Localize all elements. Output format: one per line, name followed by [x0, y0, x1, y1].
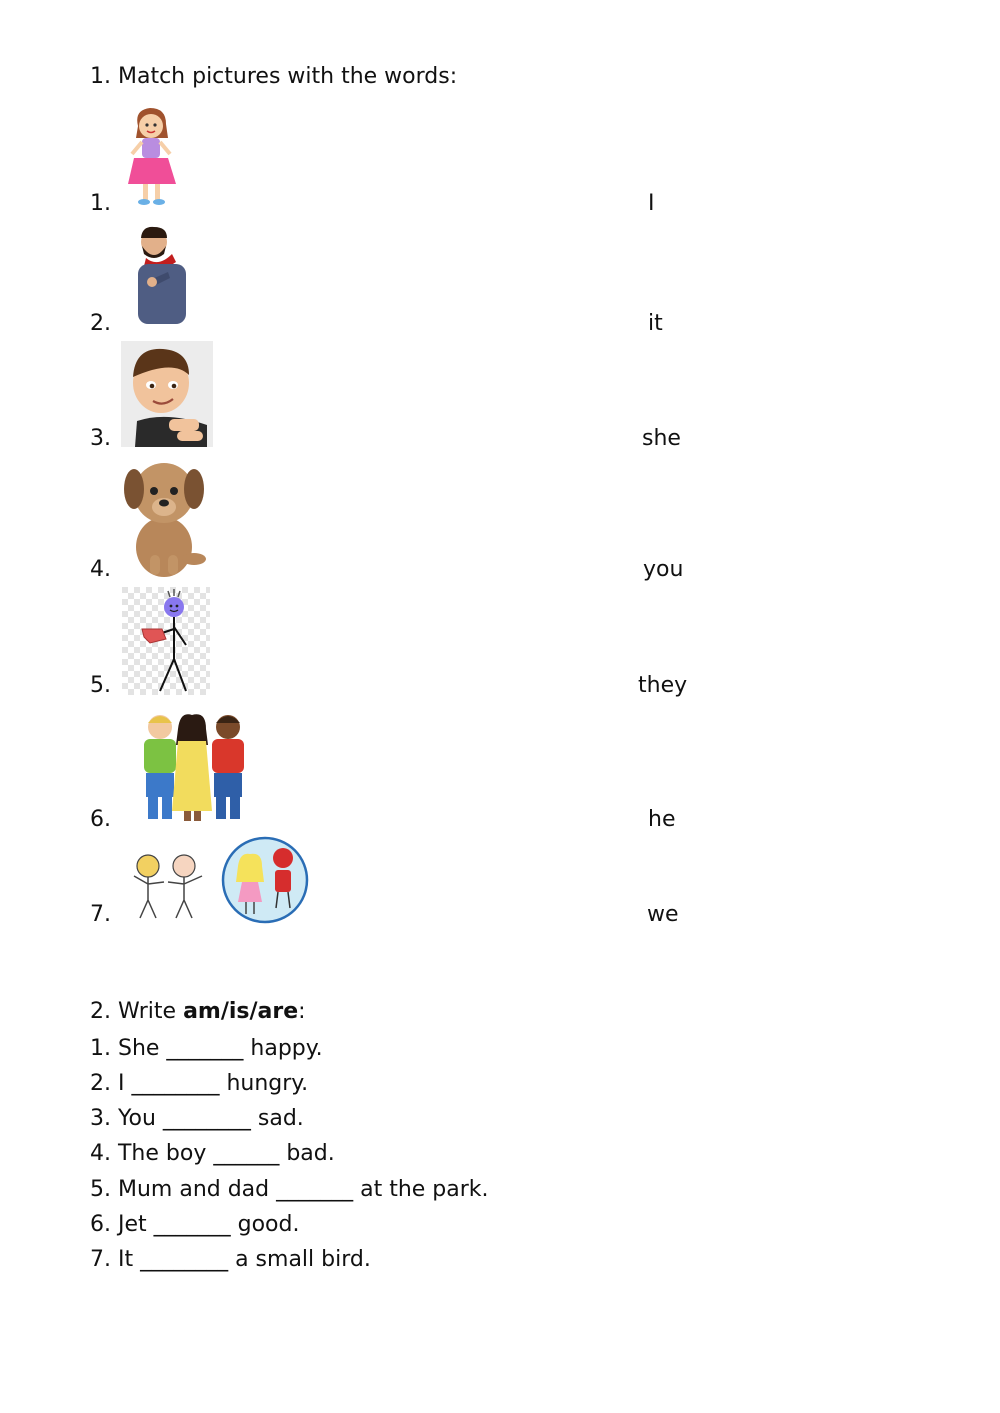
exercise-2-heading-suffix: :: [298, 999, 306, 1024]
exercise-2-heading-bold: am/is/are: [183, 999, 299, 1024]
row-3-word[interactable]: she: [642, 426, 681, 451]
row-4-number: 4.: [90, 557, 111, 582]
dog-picture[interactable]: [120, 455, 210, 579]
row-4-word[interactable]: you: [643, 557, 684, 582]
row-6-number: 6.: [90, 807, 111, 832]
group-of-kids-picture[interactable]: [136, 711, 248, 825]
row-5-number: 5.: [90, 673, 111, 698]
exercise-2-heading-prefix: 2. Write: [90, 999, 184, 1024]
sentence-7[interactable]: 7. It ________ a small bird.: [90, 1247, 371, 1272]
row-6-word[interactable]: he: [648, 807, 676, 832]
row-2-word[interactable]: it: [648, 311, 663, 336]
boy-self-picture[interactable]: [121, 341, 213, 447]
stick-figure-pointing-picture[interactable]: [122, 587, 210, 695]
row-7-number: 7.: [90, 902, 111, 927]
row-5-word[interactable]: they: [638, 673, 688, 698]
sentence-2[interactable]: 2. I ________ hungry.: [90, 1071, 309, 1096]
sentence-5[interactable]: 5. Mum and dad _______ at the park.: [90, 1177, 489, 1202]
sentence-3[interactable]: 3. You ________ sad.: [90, 1106, 304, 1131]
row-3-number: 3.: [90, 426, 111, 451]
row-2-number: 2.: [90, 311, 111, 336]
girl-picture[interactable]: [124, 104, 182, 208]
sentence-1[interactable]: 1. She _______ happy.: [90, 1036, 323, 1061]
two-pairs-of-kids-picture[interactable]: [120, 836, 312, 926]
row-7-word[interactable]: we: [647, 902, 679, 927]
sentence-6[interactable]: 6. Jet _______ good.: [90, 1212, 300, 1237]
man-pointing-picture[interactable]: [130, 224, 190, 326]
exercise-2-heading: [90, 999, 306, 1025]
row-1-word[interactable]: I: [648, 191, 655, 216]
row-1-number: 1.: [90, 191, 111, 216]
exercise-1-heading: 1. Match pictures with the words:: [90, 64, 458, 89]
sentence-4[interactable]: 4. The boy ______ bad.: [90, 1141, 335, 1166]
